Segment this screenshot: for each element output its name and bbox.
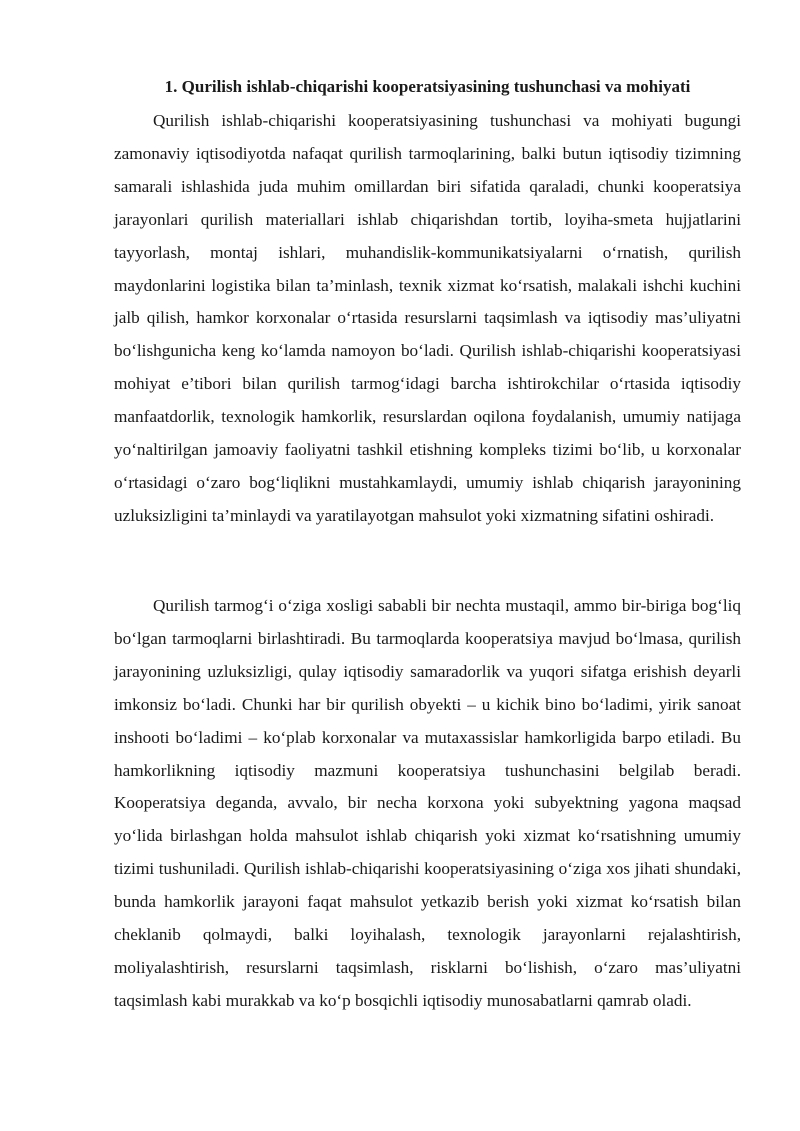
section-heading: 1. Qurilish ishlab-chiqarishi kooperatsiyasining tushunchasi va mohiyati <box>164 77 691 96</box>
body-paragraph-2: Qurilish tarmog‘i o‘ziga xosligi sababli bir nechta mustaqil, ammo bir-biriga bog‘liq bo‘lgan tarmoqlarni birlashtiradi. Bu tarmoqlarda kooperatsiya mavjud bo‘lmasa, qurilish jarayonining uzluksizligi, qulay iqtisodiy samaradorlik va yuqori sifatga erishish deyarli imkonsiz bo‘ladi. Chunki har bir qurilish obyekti – u kichik bino bo‘ladimi, yirik sanoat inshooti bo‘ladimi – ko‘plab korxonalar va mutaxassislar hamkorligida barpo etiladi. Bu hamkorlikning iqtisodiy mazmuni kooperatsiya tushunchasini belgilab beradi. Kooperatsiya deganda, avvalo, bir necha korxona yoki subyektning yagona maqsad yo‘lida birlashgan holda mahsulot ishlab chiqarish yoki xizmat ko‘rsatishning umumiy tizimi tushuniladi. Qurilish ishlab-chiqarishi kooperatsiyasining o‘ziga xos jihati shundaki, bunda hamkorlik jarayoni faqat mahsulot yetkazib berish yoki xizmat ko‘rsatish bilan cheklanib qolmaydi, balki loyihalash, texnologik jarayonlarni rejalashtirish, moliyalashtirish, resurslarni taqsimlash, risklarni bo‘lishish, o‘zaro mas’uliyatni taqsimlash kabi murakkab va ko‘p bosqichli iqtisodiy munosabatlarni qamrab oladi. <box>114 596 741 1010</box>
body-paragraph-1: Qurilish ishlab-chiqarishi kooperatsiyasining tushunchasi va mohiyati bugungi zamonaviy iqtisodiyotda nafaqat qurilish tarmoqlarining, balki butun iqtisodiy tizimning samarali ishlashida juda muhim omillardan biri sifatida qaraladi, chunki kooperatsiya jarayonlari qurilish materiallari ishlab chiqarishdan tortib, loyiha-smeta hujjatlarini tayyorlash, montaj ishlari, muhandislik-kommunikatsiyalarni o‘rnatish, qurilish maydonlarini logistika bilan ta’minlash, texnik xizmat ko‘rsatish, malakali ishchi kuchini jalb qilish, hamkor korxonalar o‘rtasida resurslarni taqsimlash va iqtisodiy mas’uliyatni bo‘lishgunicha keng ko‘lamda namoyon bo‘ladi. Qurilish ishlab-chiqarishi kooperatsiyasi mohiyat e’tibori bilan qurilish tarmog‘idagi barcha ishtirokchilar o‘rtasida iqtisodiy manfaatdorlik, texnologik hamkorlik, resurslardan oqilona foydalanish, umumiy natijaga yo‘naltirilgan jamoaviy faoliyatni tashkil etishning kompleks tizimi bo‘lib, u korxonalar o‘rtasidagi o‘zaro bog‘liqlikni mustahkamlaydi, umumiy ishlab chiqarish jarayonining uzluksizligini ta’minlaydi va yaratilayotgan mahsulot yoki xizmatning sifatini oshiradi. <box>114 111 741 525</box>
